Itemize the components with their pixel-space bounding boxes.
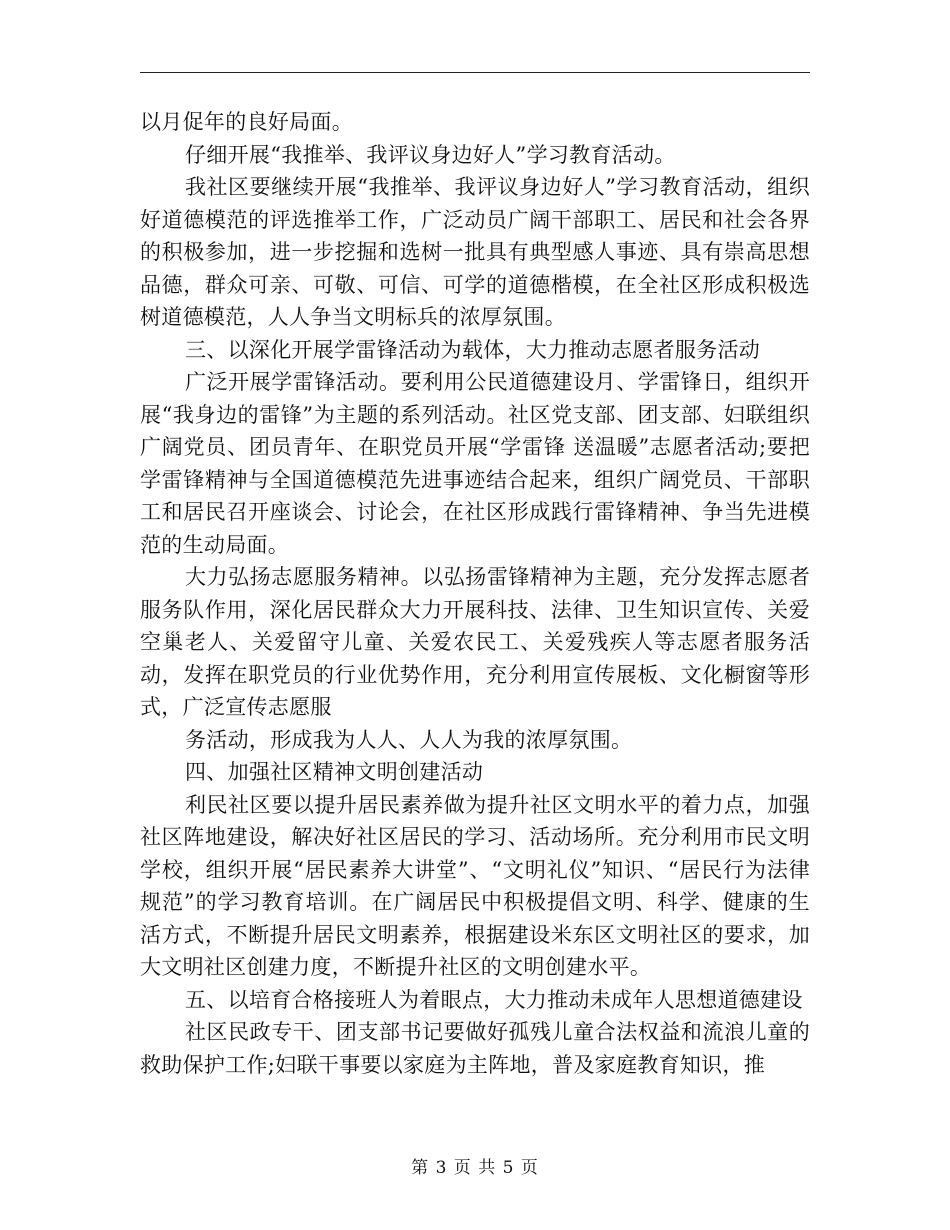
paragraph: 大力弘扬志愿服务精神。以弘扬雷锋精神为主题，充分发挥志愿者服务队作用，深化居民群众大力开展科技、法律、卫生知识宣传、关爱空巢老人、关爱留守儿童、关爱农民工、关爱残疾人等志愿者服务活动，发挥在职党员的行业优势作用，充分利用宣传展板、文化橱窗等形式，广泛宣传志愿服 [140, 565, 810, 719]
section-heading: 三、以深化开展学雷锋活动为载体，大力推动志愿者服务活动 [185, 337, 761, 362]
paragraph: 我社区要继续开展“我推举、我评议身边好人”学习教育活动，组织好道德模范的评选推举工作，广泛动员广阔干部职工、居民和社会各界的积极参加，进一步挖掘和选树一批具有典型感人事迹、具有崇高思想品德，群众可亲、可敬、可信、可学的道德楷模，在全社区形成积极选树道德模范，人人争当文明标兵的浓厚氛围。 [140, 175, 810, 329]
paragraph: 仔细开展“我推举、我评议身边好人”学习教育活动。 [185, 142, 676, 167]
header-rule [140, 72, 810, 73]
page-footer: 第 3 页 共 5 页 [411, 1158, 539, 1178]
document-body [140, 106, 810, 1081]
paragraph: 社区民政专干、团支部书记要做好孤残儿童合法权益和流浪儿童的救助保护工作;妇联干事要以家庭为主阵地，普及家庭教育知识，推 [140, 1020, 810, 1077]
paragraph: 利民社区要以提升居民素养做为提升社区文明水平的着力点，加强社区阵地建设，解决好社区居民的学习、活动场所。充分利用市民文明学校，组织开展“居民素养大讲堂”、“文明礼仪”知识、“居民行为法律规范”的学习教育培训。在广阔居民中积极提倡文明、科学、健康的生活方式，不断提升居民文明素养，根据建设米东区文明社区的要求，加大文明社区创建力度，不断提升社区的文明创建水平。 [140, 792, 810, 979]
paragraph: 务活动，形成我为人人、人人为我的浓厚氛围。 [185, 727, 633, 752]
section-heading: 五、以培育合格接班人为着眼点，大力推动未成年人思想道德建设 [185, 987, 803, 1012]
section-heading: 四、加强社区精神文明创建活动 [185, 760, 484, 784]
paragraph: 广泛开展学雷锋活动。要利用公民道德建设月、学雷锋日，组织开展“我身边的雷锋”为主题的系列活动。社区党支部、团支部、妇联组织广阔党员、团员青年、在职党员开展“学雷锋 送温暖”志愿者活动;要把学雷锋精神与全国道德模范先进事迹结合起来，组织广阔党员、干部职工和居民召开座谈会、讨论会，在社区形成践行雷锋精神、争当先进模范的生动局面。 [140, 370, 810, 557]
paragraph: 以月促年的良好局面。 [140, 110, 353, 134]
